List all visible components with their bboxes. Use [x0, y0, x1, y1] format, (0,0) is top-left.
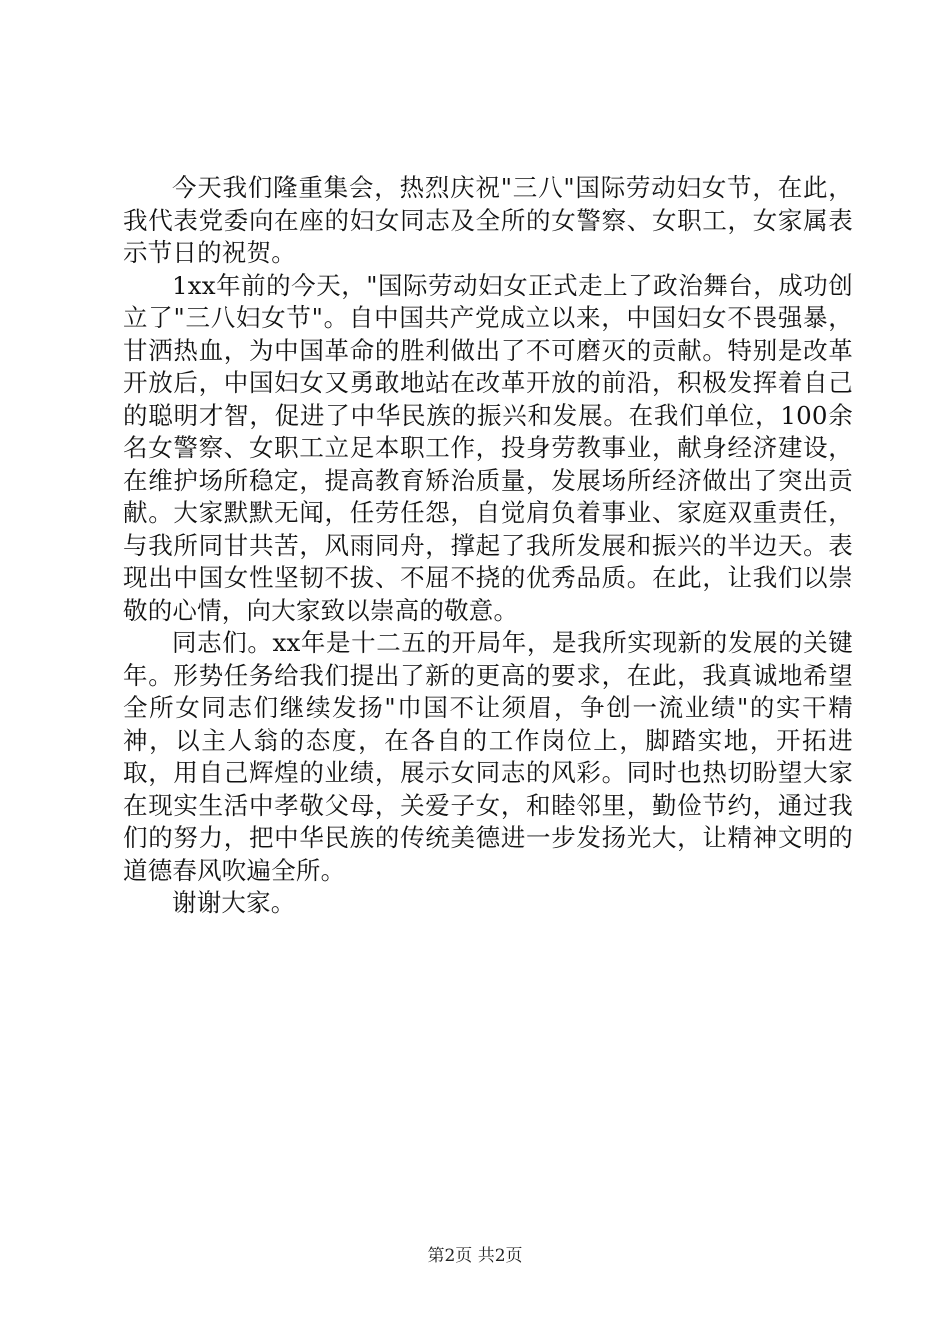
page-number-footer: 第2页 共2页 — [427, 1246, 523, 1266]
paragraph-greeting: 今天我们隆重集会，热烈庆祝"三八"国际劳动妇女节，在此，我代表党委向在座的妇女同志及全所的女警察、女职工，女家属表示节日的祝贺。 — [123, 173, 853, 267]
document-body — [123, 172, 853, 920]
paragraph-closing: 谢谢大家。 — [172, 888, 296, 917]
paragraph-call-to-action: 同志们。xx年是十二五的开局年，是我所实现新的发展的关键年。形势任务给我们提出了新的更高的要求，在此，我真诚地希望全所女同志们继续发扬"巾国不让须眉，争创一流业绩"的实干精神，以主人翁的态度，在各自的工作岗位上，脚踏实地，开拓进取，用自己辉煌的业绩，展示女同志的风彩。同时也热切盼望大家在现实生活中孝敬父母，关爱子女，和睦邻里，勤俭节约，通过我们的努力，把中华民族的传统美德进一步发扬光大，让精神文明的道德春风吹遍全所。 — [123, 628, 853, 885]
paragraph-history: 1xx年前的今天，"国际劳动妇女正式走上了政治舞台，成功创立了"三八妇女节"。自中国共产党成立以来，中国妇女不畏强暴，甘洒热血，为中国革命的胜利做出了不可磨灭的贡献。特别是改革开放后，中国妇女又勇敢地站在改革开放的前沿，积极发挥着自己的聪明才智，促进了中华民族的振兴和发展。在我们单位，100余名女警察、女职工立足本职工作，投身劳教事业，献身经济建设，在维护场所稳定，提高教育矫治质量，发展场所经济做出了突出贡献。大家默默无闻，任劳任怨，自觉肩负着事业、家庭双重责任，与我所同甘共苦，风雨同舟，撑起了我所发展和振兴的半边天。表现出中国女性坚韧不拔、不屈不挠的优秀品质。在此，让我们以崇敬的心情，向大家致以崇高的敬意。 — [123, 270, 853, 625]
